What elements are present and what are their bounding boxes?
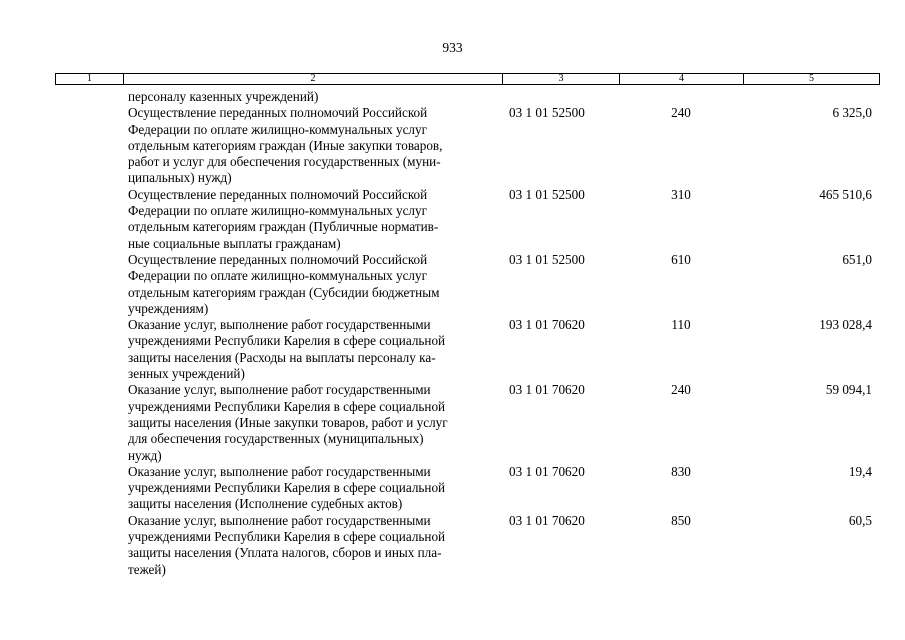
row-type: 310 — [671, 186, 691, 202]
row-type: 240 — [671, 105, 691, 121]
description-line: Оказание услуг, выполнение работ государственными — [128, 382, 431, 398]
description-line: учреждениями Республики Карелия в сфере социальной — [128, 529, 446, 545]
row-description — [128, 89, 508, 105]
description-line: защиты населения (Исполнение судебных актов) — [128, 496, 403, 512]
row-amount: 465 510,6 — [819, 186, 872, 202]
table-row — [55, 89, 880, 105]
header-col-3: 3 — [503, 74, 620, 84]
header-col-1: 1 — [56, 74, 124, 84]
row-code: 03 1 01 70620 — [509, 317, 585, 333]
row-amount: 19,4 — [848, 463, 872, 479]
row-description — [128, 187, 508, 252]
table-row — [55, 382, 880, 463]
description-line: ные социальные выплаты гражданам) — [128, 235, 341, 251]
row-code: 03 1 01 70620 — [509, 463, 585, 479]
description-line: Оказание услуг, выполнение работ государственными — [128, 463, 431, 479]
row-description — [128, 464, 508, 513]
row-col-1 — [55, 187, 128, 252]
table-row — [55, 513, 880, 578]
row-type: 610 — [671, 251, 691, 267]
row-description — [128, 317, 508, 382]
description-line: защиты населения (Уплата налогов, сборов и иных пла- — [128, 545, 442, 561]
row-description — [128, 252, 508, 317]
description-line: отдельным категориям граждан (Публичные норматив- — [128, 219, 439, 235]
description-line: учреждениям) — [128, 300, 209, 316]
description-line: защиты населения (Иные закупки товаров, работ и услуг — [128, 414, 448, 430]
row-amount: 193 028,4 — [819, 317, 872, 333]
table-row — [55, 105, 880, 186]
row-amount: 651,0 — [842, 251, 872, 267]
row-type: 830 — [671, 463, 691, 479]
table-body — [55, 89, 880, 578]
row-col-1 — [55, 89, 128, 105]
row-type: 110 — [671, 317, 691, 333]
row-description — [128, 513, 508, 578]
description-line: Федерации по оплате жилищно-коммунальных услуг — [128, 121, 428, 137]
description-line: зенных учреждений) — [128, 366, 245, 382]
description-line: для обеспечения государственных (муниципальных) — [128, 431, 424, 447]
header-col-5: 5 — [809, 73, 814, 84]
row-type — [636, 89, 726, 105]
table-row — [55, 317, 880, 382]
description-line: Оказание услуг, выполнение работ государственными — [128, 512, 431, 528]
row-col-1 — [55, 105, 128, 186]
description-line: учреждениями Республики Карелия в сфере социальной — [128, 480, 446, 496]
description-line: отдельным категориям граждан (Субсидии бюджетным — [128, 284, 440, 300]
description-line: учреждениями Республики Карелия в сфере социальной — [128, 398, 446, 414]
row-col-1 — [55, 317, 128, 382]
description-line: Оказание услуг, выполнение работ государственными — [128, 317, 431, 333]
row-col-1 — [55, 382, 128, 463]
page-number: 933 — [442, 40, 463, 55]
description-line: тежей) — [128, 561, 166, 577]
row-type: 850 — [671, 512, 691, 528]
row-code: 03 1 01 52500 — [509, 251, 585, 267]
row-amount: 59 094,1 — [825, 382, 872, 398]
description-line: отдельным категориям граждан (Иные закупки товаров, — [128, 137, 443, 153]
description-line: Осуществление переданных полномочий Российской — [128, 186, 428, 202]
row-code: 03 1 01 52500 — [509, 186, 585, 202]
header-col-4: 4 — [620, 74, 744, 84]
description-line: нужд) — [128, 447, 162, 463]
table-row — [55, 464, 880, 513]
description-line: учреждениями Республики Карелия в сфере социальной — [128, 333, 446, 349]
row-col-1 — [55, 464, 128, 513]
header-col-2: 2 — [124, 74, 503, 84]
row-description — [128, 105, 508, 186]
row-amount — [726, 89, 876, 105]
row-col-1 — [55, 513, 128, 578]
row-col-1 — [55, 252, 128, 317]
row-description — [128, 382, 508, 463]
description-line: персоналу казенных учреждений) — [128, 89, 319, 104]
row-amount: 60,5 — [848, 512, 872, 528]
row-code — [508, 89, 636, 105]
row-amount: 6 325,0 — [832, 105, 872, 121]
row-code: 03 1 01 70620 — [509, 512, 585, 528]
row-code: 03 1 01 52500 — [509, 105, 585, 121]
table-row — [55, 187, 880, 252]
description-line: Федерации по оплате жилищно-коммунальных услуг — [128, 268, 428, 284]
table-row — [55, 252, 880, 317]
row-type: 240 — [671, 382, 691, 398]
description-line: работ и услуг для обеспечения государственных (муни- — [128, 154, 441, 170]
row-code: 03 1 01 70620 — [509, 382, 585, 398]
description-line: защиты населения (Расходы на выплаты персоналу ка- — [128, 349, 436, 365]
description-line: Осуществление переданных полномочий Российской — [128, 105, 428, 121]
description-line: Федерации по оплате жилищно-коммунальных услуг — [128, 203, 428, 219]
description-line: ципальных) нужд) — [128, 170, 232, 186]
table-header — [55, 73, 880, 85]
description-line: Осуществление переданных полномочий Российской — [128, 251, 428, 267]
